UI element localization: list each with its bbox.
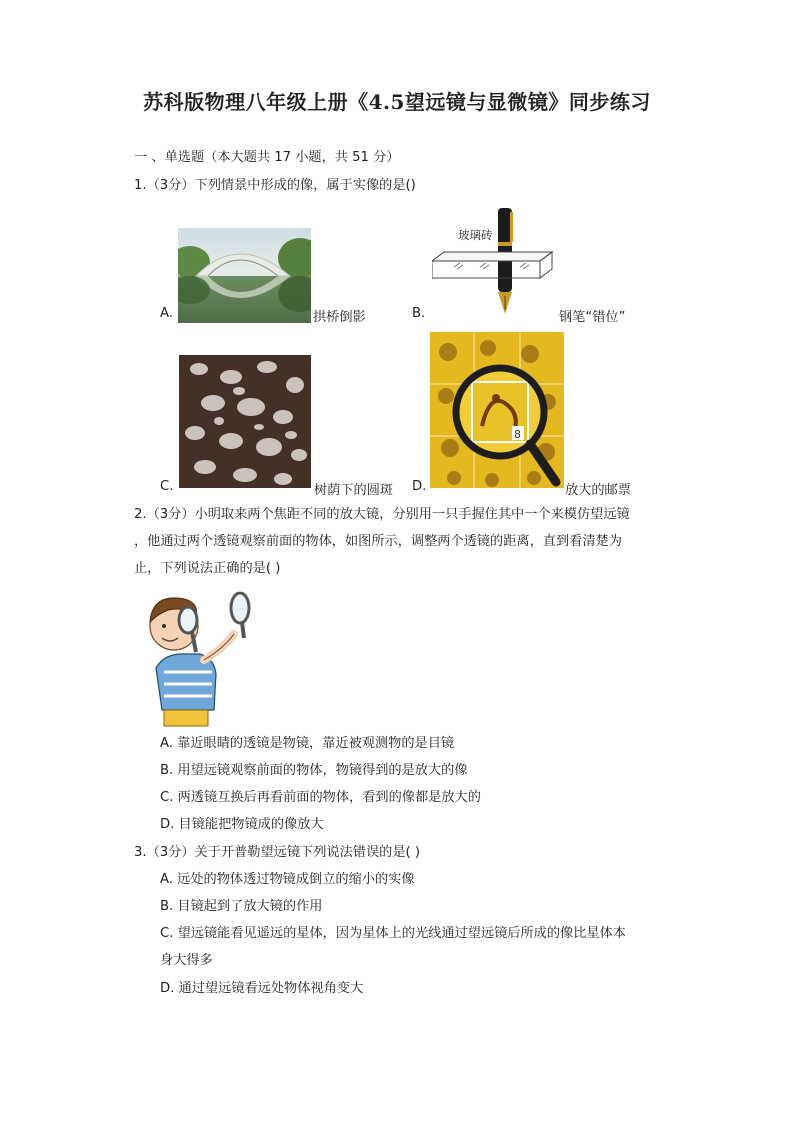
question-2-option-a: A. 靠近眼睛的透镜是物镜，靠近被观测物的是目镜 — [160, 736, 455, 751]
section-heading: 一 、单选题（本大题共 17 小题，共 51 分） — [134, 150, 400, 165]
option-c-letter: C. — [160, 479, 174, 494]
arch-bridge-reflection-image — [178, 228, 311, 323]
question-3-option-b: B. 目镜起到了放大镜的作用 — [160, 899, 323, 914]
svg-text:8: 8 — [514, 428, 521, 441]
option-a-caption: 拱桥倒影 — [313, 310, 366, 325]
question-2-stem-line-1: 2.（3分）小明取来两个焦距不同的放大镜，分别用一只手握住其中一个来模仿望远镜 — [134, 507, 630, 522]
question-3-stem: 3.（3分）关于开普勒望远镜下列说法错误的是( ) — [134, 845, 421, 860]
page-title: 苏科版物理八年级上册《4.5望远镜与显微镜》同步练习 — [143, 90, 651, 114]
question-1-stem: 1.（3分）下列情景中形成的像，属于实像的是() — [134, 178, 416, 193]
question-2-stem-line-2: ，他通过两个透镜观察前面的物体，如图所示，调整两个透镜的距离，直到看清楚为 — [134, 534, 622, 549]
question-3-option-a: A. 远处的物体透过物镜成倒立的缩小的实像 — [160, 872, 415, 887]
option-b-caption: 钢笔“错位” — [559, 310, 626, 325]
question-2-stem-line-3: 止，下列说法正确的是( ) — [134, 561, 281, 576]
option-d-letter: D. — [412, 479, 427, 494]
glass-brick-label: 玻璃砖 — [458, 228, 493, 242]
option-d-caption: 放大的邮票 — [565, 483, 631, 498]
question-2-option-c: C. 两透镜互换后再看前面的物体，看到的像都是放大的 — [160, 790, 481, 805]
pen-glass-brick-image — [432, 206, 558, 318]
boy-with-two-lenses-illustration — [134, 588, 260, 728]
question-2-option-b: B. 用望远镜观察前面的物体，物镜得到的是放大的像 — [160, 763, 468, 778]
option-c-caption: 树荫下的圆斑 — [314, 483, 394, 498]
option-a-letter: A. — [160, 306, 173, 321]
option-b-letter: B. — [412, 306, 426, 321]
magnified-stamp-image — [430, 332, 564, 488]
question-3-option-c-line-1: C. 望远镜能看见遥远的星体，因为星体上的光线通过望远镜后所成的像比星体本 — [160, 926, 626, 941]
question-3-option-c-line-2: 身大得多 — [160, 953, 213, 968]
tree-shade-spots-image — [179, 355, 311, 488]
question-2-option-d: D. 目镜能把物镜成的像放大 — [160, 817, 324, 832]
question-3-option-d: D. 通过望远镜看远处物体视角变大 — [160, 981, 364, 996]
